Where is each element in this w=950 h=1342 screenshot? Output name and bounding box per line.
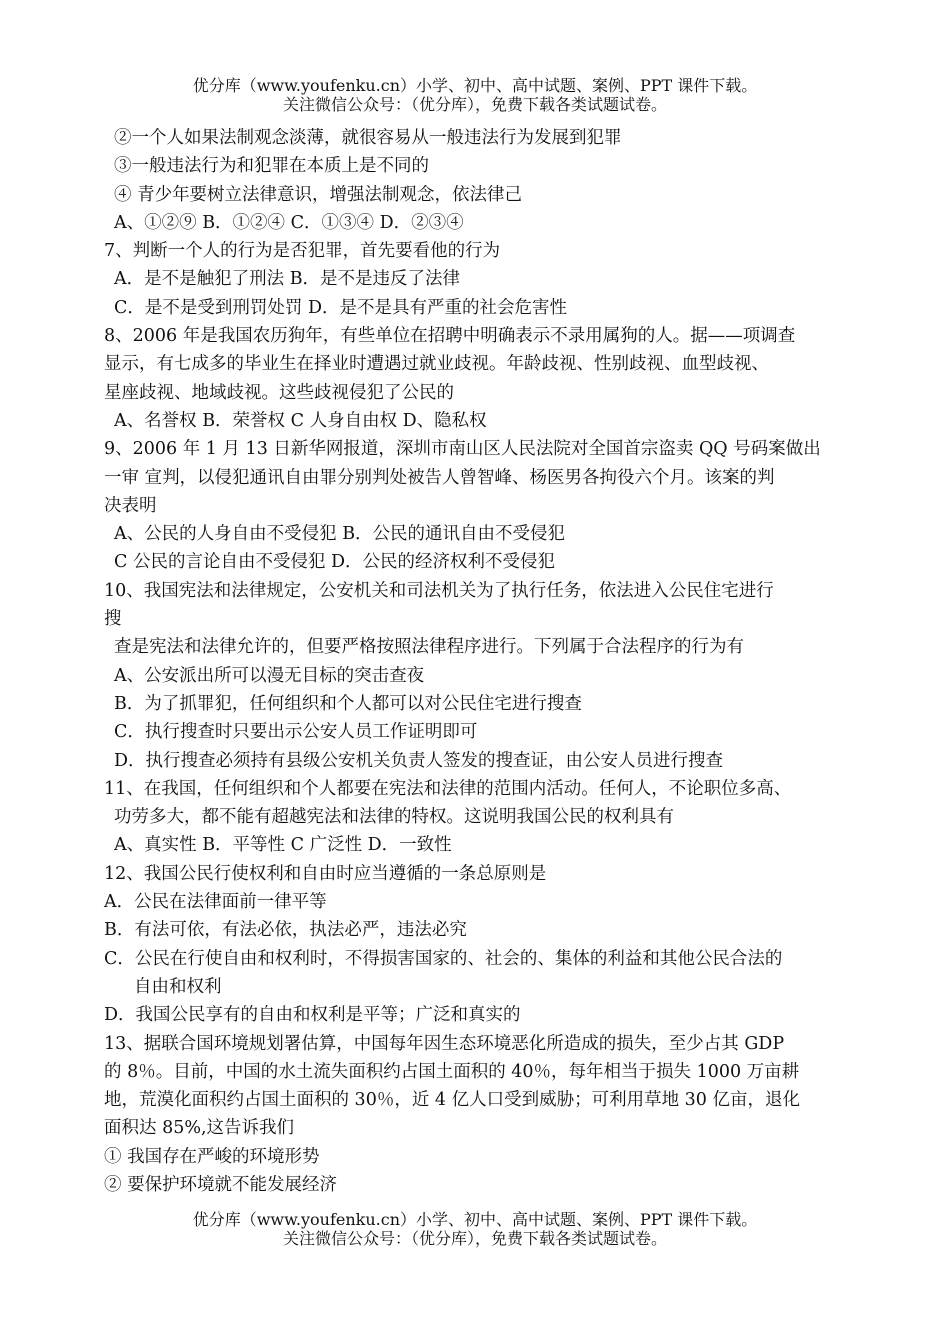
text-line: ① 我国存在严峻的环境形势 [104,1146,320,1167]
answer-options: C．是不是受到刑罚处罚 D．是不是具有严重的社会危害性 [114,297,567,318]
answer-option: B．有法可依，有法必依，执法必严，违法必究 [104,920,467,941]
answer-option: D．我国公民享有的自由和权利是平等；广泛和真实的 [104,1005,521,1026]
question-10: 10、我国宪法和法律规定，公安机关和司法机关为了执行任务，依法进入公民住宅进行 [104,580,774,601]
answer-option: D．执行搜查必须持有县级公安机关负责人签发的搜查证，由公安人员进行搜查 [114,750,724,771]
text-line: 自由和权利 [134,976,222,997]
header-line-2: 关注微信公众号：（优分库），免费下载各类试题试卷。 [282,95,667,114]
answer-options: A．是不是触犯了刑法 B．是不是违反了法律 [114,269,461,290]
text-line: 星座歧视、地域歧视。这些歧视侵犯了公民的 [104,382,454,403]
footer-line-1: 优分库（www.youfenku.cn）小学、初中、高中试题、案例、PPT 课件下载。 [192,1210,758,1229]
answer-option: B．为了抓罪犯，任何组织和个人都可以对公民住宅进行搜查 [114,693,582,714]
text-line: 地，荒漠化面积约占国土面积的 30％，近 4 亿人口受到威胁；可利用草地 30 亿亩，退化 [104,1090,800,1111]
text-line: ② 要保护环境就不能发展经济 [104,1174,338,1195]
answer-option: C．公民在行使自由和权利时，不得损害国家的、社会的、集体的利益和其他公民合法的 [104,948,783,969]
text-line: 功劳多大，都不能有超越宪法和法律的特权。这说明我国公民的权利具有 [114,807,674,828]
answer-option: C．执行搜查时只要出示公安人员工作证明即可 [114,722,478,743]
question-11: 11、在我国，任何组织和个人都要在宪法和法律的范围内活动。任何人，不论职位多高、 [104,778,792,799]
page-header [0,76,950,114]
text-line: 搜 [104,609,122,630]
answer-options: C 公民的言论自由不受侵犯 D．公民的经济权利不受侵犯 [114,552,556,573]
question-9: 9、2006 年 1 月 13 日新华网报道，深圳市南山区人民法院对全国首宗盗卖 QQ 号码案做出 [104,439,821,460]
answer-options: A、名誉权 B．荣誉权 C 人身自由权 D、隐私权 [114,410,487,431]
footer-line-2: 关注微信公众号：（优分库），免费下载各类试题试卷。 [282,1229,667,1248]
page-footer [0,1210,950,1248]
question-12: 12、我国公民行使权利和自由时应当遵循的一条总原则是 [104,863,547,884]
header-line-1: 优分库（www.youfenku.cn）小学、初中、高中试题、案例、PPT 课件下载。 [192,76,758,95]
text-line: 决表明 [104,495,157,516]
text-line: 一审 宣判，以侵犯通讯自由罪分别判处被告人曾智峰、杨医男各拘役六个月。该案的判 [104,467,775,488]
answer-option: A．公民在法律面前一律平等 [104,892,327,913]
text-line: 查是宪法和法律允许的，但要严格按照法律程序进行。下列属于合法程序的行为有 [114,637,744,658]
answer-options: A、①②⑨ B．①②④ C．①③④ D．②③④ [114,212,464,233]
text-line: ②一个人如果法制观念淡薄，就很容易从一般违法行为发展到犯罪 [114,128,622,148]
answer-options: A、真实性 B．平等性 C 广泛性 D．一致性 [114,835,452,856]
answer-option: A、公安派出所可以漫无目标的突击查夜 [114,665,425,686]
answer-options: A、公民的人身自由不受侵犯 B．公民的通讯自由不受侵犯 [114,524,566,545]
text-line: ④ 青少年要树立法律意识，增强法制观念，依法律己 [114,184,523,205]
text-line: 面积达 85%,这告诉我们 [104,1118,295,1139]
question-7: 7、判断一个人的行为是否犯罪，首先要看他的行为 [104,241,501,262]
question-8: 8、2006 年是我国农历狗年，有些单位在招聘中明确表示不录用属狗的人。据——项调查 [104,326,796,347]
text-line: 显示，有七成多的毕业生在择业时遭遇过就业歧视。年龄歧视、性别歧视、血型歧视、 [104,354,769,375]
question-13: 13、据联合国环境规划署估算，中国每年因生态环境恶化所造成的损失，至少占其 GDP [104,1033,785,1054]
text-line: 的 8％。目前，中国的水土流失面积约占国土面积的 40％，每年相当于损失 1000 万亩耕 [104,1061,800,1082]
text-line: ③一般违法行为和犯罪在本质上是不同的 [114,156,429,177]
document-body [104,124,854,1199]
